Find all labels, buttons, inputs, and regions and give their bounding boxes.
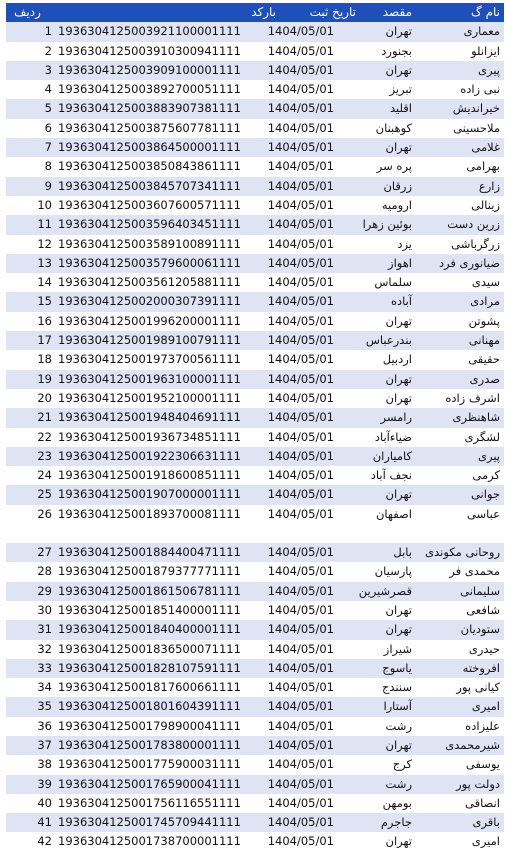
table-row bbox=[6, 235, 504, 254]
barcode-cell: 1936304125003596403451111 bbox=[58, 217, 241, 232]
table-row bbox=[6, 775, 504, 794]
date-cell: 1404/05/01 bbox=[267, 159, 334, 174]
name-cell: پشوتن bbox=[468, 313, 500, 328]
barcode-cell: 1936304125001963100001111 bbox=[58, 371, 241, 386]
row-number-cell: 30 bbox=[37, 602, 52, 617]
row-number-cell: 35 bbox=[37, 699, 52, 714]
row-number-cell: 40 bbox=[37, 795, 52, 810]
barcode-cell: 1936304125003921100001111 bbox=[58, 24, 241, 39]
table-row bbox=[6, 177, 504, 196]
destination-cell: تهران bbox=[385, 622, 412, 637]
row-number-cell: 15 bbox=[37, 294, 52, 309]
table-row bbox=[6, 755, 504, 774]
row-number-cell: 1 bbox=[44, 24, 52, 39]
destination-cell: ارومیه bbox=[381, 197, 412, 212]
date-cell: 1404/05/01 bbox=[267, 641, 334, 656]
date-cell: 1404/05/01 bbox=[267, 834, 334, 849]
barcode-cell: 1936304125003579600061111 bbox=[58, 255, 241, 270]
barcode-cell: 1936304125001989100791111 bbox=[58, 333, 241, 348]
date-cell: 1404/05/01 bbox=[267, 197, 334, 212]
barcode-cell: 1936304125001948404691111 bbox=[58, 410, 241, 425]
destination-cell: بجنورد bbox=[381, 43, 412, 58]
barcode-cell: 1936304125001783800001111 bbox=[58, 737, 241, 752]
name-cell: عباسی bbox=[466, 506, 500, 521]
row-number-cell: 4 bbox=[44, 82, 52, 97]
row-number-cell: 31 bbox=[37, 622, 52, 637]
name-cell: پیری bbox=[477, 62, 500, 77]
date-cell: 1404/05/01 bbox=[267, 602, 334, 617]
date-cell: 1404/05/01 bbox=[267, 43, 334, 58]
row-number-cell: 20 bbox=[37, 390, 52, 405]
row-number-cell: 33 bbox=[37, 660, 52, 675]
column-header-barcode: بارکد bbox=[251, 5, 276, 19]
barcode-cell: 1936304125003589100891111 bbox=[58, 236, 241, 251]
name-cell: غلامی bbox=[471, 140, 500, 155]
row-number-cell: 26 bbox=[37, 506, 52, 521]
row-number-cell: 25 bbox=[37, 487, 52, 502]
name-cell: صدری bbox=[469, 371, 500, 386]
table-row bbox=[6, 61, 504, 80]
date-cell: 1404/05/01 bbox=[267, 506, 334, 521]
barcode-cell: 1936304125003909100001111 bbox=[58, 62, 241, 77]
name-cell: ملاحسینی bbox=[453, 120, 500, 135]
table-row bbox=[6, 196, 504, 215]
name-cell: معماری bbox=[463, 24, 500, 39]
destination-cell: اردبیل bbox=[382, 352, 412, 367]
barcode-cell: 1936304125001973700561111 bbox=[58, 352, 241, 367]
name-cell: زارع bbox=[478, 178, 500, 193]
barcode-cell: 1936304125001936734851111 bbox=[58, 429, 241, 444]
row-number-cell: 7 bbox=[44, 140, 52, 155]
date-cell: 1404/05/01 bbox=[267, 410, 334, 425]
destination-cell: تهران bbox=[385, 487, 412, 502]
row-number-cell: 21 bbox=[37, 410, 52, 425]
destination-cell: جاجرم bbox=[380, 815, 412, 830]
row-number-cell: 36 bbox=[37, 718, 52, 733]
destination-cell: نجف آباد bbox=[370, 468, 412, 483]
row-number-cell: 38 bbox=[37, 757, 52, 772]
table-row bbox=[6, 215, 504, 234]
row-number-cell: 9 bbox=[44, 178, 52, 193]
name-cell: شافعی bbox=[466, 602, 500, 617]
column-header-name: نام گ bbox=[471, 5, 500, 19]
date-cell: 1404/05/01 bbox=[267, 178, 334, 193]
table-row bbox=[6, 119, 504, 138]
name-cell: سلیمانی bbox=[460, 583, 500, 598]
row-number-cell: 39 bbox=[37, 776, 52, 791]
row-number-cell: 19 bbox=[37, 371, 52, 386]
table-body bbox=[6, 22, 504, 851]
barcode-cell: 1936304125001798900041111 bbox=[58, 718, 241, 733]
barcode-cell: 1936304125001893700081111 bbox=[58, 506, 241, 521]
barcode-cell: 1936304125001765900041111 bbox=[58, 776, 241, 791]
row-number-cell: 41 bbox=[37, 815, 52, 830]
destination-cell: رشت bbox=[385, 718, 412, 733]
name-cell: اشرف زاده bbox=[445, 390, 500, 405]
destination-cell: تهران bbox=[385, 834, 412, 849]
barcode-cell: 1936304125001738700001111 bbox=[58, 834, 241, 849]
destination-cell: رشت bbox=[385, 776, 412, 791]
date-cell: 1404/05/01 bbox=[267, 101, 334, 116]
barcode-cell: 1936304125003883907381111 bbox=[58, 101, 241, 116]
date-cell: 1404/05/01 bbox=[267, 448, 334, 463]
table-row bbox=[6, 42, 504, 61]
barcode-cell: 1936304125003875607781111 bbox=[58, 120, 241, 135]
row-number-cell: 13 bbox=[37, 255, 52, 270]
destination-cell: تهران bbox=[385, 140, 412, 155]
table-row bbox=[6, 697, 504, 716]
date-cell: 1404/05/01 bbox=[267, 699, 334, 714]
destination-cell: پره سر bbox=[376, 159, 412, 174]
destination-cell: پارسیان bbox=[374, 564, 412, 579]
row-number-cell: 2 bbox=[44, 43, 52, 58]
destination-cell: کرج bbox=[392, 757, 412, 772]
table-row bbox=[6, 80, 504, 99]
barcode-cell: 1936304125001836500071111 bbox=[58, 641, 241, 656]
destination-cell: بومهن bbox=[382, 795, 412, 810]
destination-cell: تهران bbox=[385, 313, 412, 328]
date-cell: 1404/05/01 bbox=[267, 236, 334, 251]
table-row bbox=[6, 813, 504, 832]
barcode-cell: 1936304125001817600661111 bbox=[58, 680, 241, 695]
date-cell: 1404/05/01 bbox=[267, 62, 334, 77]
barcode-cell: 1936304125003910300941111 bbox=[58, 43, 241, 58]
table-row bbox=[6, 157, 504, 176]
destination-cell: آباده bbox=[390, 294, 412, 309]
date-cell: 1404/05/01 bbox=[267, 718, 334, 733]
barcode-cell: 1936304125001745709441111 bbox=[58, 815, 241, 830]
date-cell: 1404/05/01 bbox=[267, 371, 334, 386]
row-number-cell: 34 bbox=[37, 680, 52, 695]
destination-cell: تهران bbox=[385, 602, 412, 617]
date-cell: 1404/05/01 bbox=[267, 680, 334, 695]
barcode-cell: 1936304125001918600851111 bbox=[58, 468, 241, 483]
date-cell: 1404/05/01 bbox=[267, 313, 334, 328]
destination-cell: تهران bbox=[385, 62, 412, 77]
name-cell: سیدی bbox=[471, 275, 500, 290]
destination-cell: تهران bbox=[385, 371, 412, 386]
name-cell: نبی زاده bbox=[460, 82, 500, 97]
destination-cell: آستارا bbox=[383, 699, 412, 714]
date-cell: 1404/05/01 bbox=[267, 757, 334, 772]
destination-cell: قصرشیرین bbox=[358, 583, 412, 598]
destination-cell: یاسوج bbox=[382, 660, 412, 675]
barcode-cell: 1936304125003892700051111 bbox=[58, 82, 241, 97]
column-header-destination: مقصد bbox=[382, 5, 412, 19]
row-number-cell: 37 bbox=[37, 737, 52, 752]
table-row bbox=[6, 582, 504, 601]
date-cell: 1404/05/01 bbox=[267, 275, 334, 290]
name-cell: دولت پور bbox=[456, 776, 500, 791]
destination-cell: یزد bbox=[397, 236, 412, 251]
date-cell: 1404/05/01 bbox=[267, 545, 334, 560]
group-separator bbox=[6, 524, 504, 543]
row-number-cell: 5 bbox=[44, 101, 52, 116]
name-cell: باقری bbox=[472, 815, 500, 830]
barcode-cell: 1936304125002000307391111 bbox=[58, 294, 241, 309]
name-cell: جوانی bbox=[470, 487, 500, 502]
destination-cell: شیراز bbox=[383, 641, 412, 656]
name-cell: امیری bbox=[471, 834, 500, 849]
name-cell: روحانی مکوندی bbox=[425, 545, 500, 560]
date-cell: 1404/05/01 bbox=[267, 429, 334, 444]
table-row bbox=[6, 99, 504, 118]
row-number-cell: 27 bbox=[37, 545, 52, 560]
name-cell: ایزانلو bbox=[471, 43, 500, 58]
table-row bbox=[6, 273, 504, 292]
name-cell: امیری bbox=[471, 699, 500, 714]
row-number-cell: 23 bbox=[37, 448, 52, 463]
name-cell: مرادی bbox=[470, 294, 500, 309]
date-cell: 1404/05/01 bbox=[267, 217, 334, 232]
destination-cell: بندرعباس bbox=[365, 333, 412, 348]
destination-cell: اقلید bbox=[389, 101, 412, 116]
table-row bbox=[6, 138, 504, 157]
date-cell: 1404/05/01 bbox=[267, 82, 334, 97]
shipment-table bbox=[6, 3, 504, 852]
barcode-cell: 1936304125003864500001111 bbox=[58, 140, 241, 155]
destination-cell: رامسر bbox=[380, 410, 412, 425]
barcode-cell: 1936304125001861506781111 bbox=[58, 583, 241, 598]
row-number-cell: 12 bbox=[37, 236, 52, 251]
table-row bbox=[6, 312, 504, 331]
row-number-cell: 28 bbox=[37, 564, 52, 579]
name-cell: زرین دست bbox=[447, 217, 500, 232]
table-row bbox=[6, 601, 504, 620]
name-cell: لشگری bbox=[464, 429, 500, 444]
table-row bbox=[6, 22, 504, 41]
date-cell: 1404/05/01 bbox=[267, 622, 334, 637]
row-number-cell: 10 bbox=[37, 197, 52, 212]
table-row bbox=[6, 254, 504, 273]
name-cell: شاهنظری bbox=[452, 410, 500, 425]
date-cell: 1404/05/01 bbox=[267, 294, 334, 309]
table-row bbox=[6, 389, 504, 408]
table-row bbox=[6, 543, 504, 562]
row-number-cell: 32 bbox=[37, 641, 52, 656]
date-cell: 1404/05/01 bbox=[267, 776, 334, 791]
table-row bbox=[6, 505, 504, 524]
table-row bbox=[6, 447, 504, 466]
destination-cell: اهواز bbox=[388, 255, 412, 270]
table-row bbox=[6, 794, 504, 813]
destination-cell: تهران bbox=[385, 390, 412, 405]
destination-cell: سنندج bbox=[381, 680, 412, 695]
table-row bbox=[6, 640, 504, 659]
barcode-cell: 1936304125001922306631111 bbox=[58, 448, 241, 463]
row-number-cell: 14 bbox=[37, 275, 52, 290]
barcode-cell: 1936304125001851400001111 bbox=[58, 602, 241, 617]
date-cell: 1404/05/01 bbox=[267, 815, 334, 830]
name-cell: انصاقی bbox=[465, 795, 500, 810]
barcode-cell: 1936304125001775900031111 bbox=[58, 757, 241, 772]
date-cell: 1404/05/01 bbox=[267, 737, 334, 752]
date-cell: 1404/05/01 bbox=[267, 352, 334, 367]
barcode-cell: 1936304125003607600571111 bbox=[58, 197, 241, 212]
date-cell: 1404/05/01 bbox=[267, 487, 334, 502]
row-number-cell: 6 bbox=[44, 120, 52, 135]
table-row bbox=[6, 659, 504, 678]
barcode-cell: 1936304125001801604391111 bbox=[58, 699, 241, 714]
barcode-cell: 1936304125003850843861111 bbox=[58, 159, 241, 174]
barcode-cell: 1936304125001884400471111 bbox=[58, 545, 241, 560]
barcode-cell: 1936304125003845707341111 bbox=[58, 178, 241, 193]
table-row bbox=[6, 620, 504, 639]
destination-cell: بابل bbox=[393, 545, 412, 560]
name-cell: خیراندیش bbox=[452, 101, 500, 116]
destination-cell: تهران bbox=[385, 737, 412, 752]
table-row bbox=[6, 736, 504, 755]
destination-cell: ضیاءآباد bbox=[374, 429, 412, 444]
date-cell: 1404/05/01 bbox=[267, 564, 334, 579]
column-header-row-number: ردیف bbox=[14, 5, 41, 19]
name-cell: افروخته bbox=[462, 660, 500, 675]
destination-cell: سلماس bbox=[374, 275, 412, 290]
barcode-cell: 1936304125001756116551111 bbox=[58, 795, 241, 810]
destination-cell: تبریز bbox=[389, 82, 412, 97]
date-cell: 1404/05/01 bbox=[267, 583, 334, 598]
barcode-cell: 1936304125001907000001111 bbox=[58, 487, 241, 502]
row-number-cell: 11 bbox=[37, 217, 52, 232]
name-cell: کرمی bbox=[472, 468, 500, 483]
row-number-cell: 17 bbox=[37, 333, 52, 348]
destination-cell: زرقان bbox=[383, 178, 412, 193]
destination-cell: اصفهان bbox=[375, 506, 412, 521]
table-row bbox=[6, 292, 504, 311]
destination-cell: بوئین زهرا bbox=[362, 217, 412, 232]
date-cell: 1404/05/01 bbox=[267, 660, 334, 675]
row-number-cell: 22 bbox=[37, 429, 52, 444]
table-row bbox=[6, 350, 504, 369]
row-number-cell: 3 bbox=[44, 62, 52, 77]
table-header bbox=[6, 3, 504, 22]
name-cell: زرگرباشی bbox=[451, 236, 500, 251]
table-row bbox=[6, 717, 504, 736]
date-cell: 1404/05/01 bbox=[267, 333, 334, 348]
table-row bbox=[6, 485, 504, 504]
name-cell: مهنانی bbox=[468, 333, 500, 348]
row-number-cell: 18 bbox=[37, 352, 52, 367]
column-header-date: تاریخ ثبت bbox=[309, 5, 356, 19]
date-cell: 1404/05/01 bbox=[267, 390, 334, 405]
table-row bbox=[6, 408, 504, 427]
row-number-cell: 24 bbox=[37, 468, 52, 483]
row-number-cell: 16 bbox=[37, 313, 52, 328]
date-cell: 1404/05/01 bbox=[267, 120, 334, 135]
row-number-cell: 29 bbox=[37, 583, 52, 598]
name-cell: ضیانوری فرد bbox=[438, 255, 500, 270]
table-row bbox=[6, 428, 504, 447]
date-cell: 1404/05/01 bbox=[267, 140, 334, 155]
table-row bbox=[6, 678, 504, 697]
destination-cell: کوهبنان bbox=[375, 120, 412, 135]
name-cell: حیدری bbox=[468, 641, 500, 656]
barcode-cell: 1936304125003561205881111 bbox=[58, 275, 241, 290]
date-cell: 1404/05/01 bbox=[267, 795, 334, 810]
table-row bbox=[6, 832, 504, 851]
name-cell: شیرمحمدی bbox=[445, 737, 500, 752]
table-row bbox=[6, 331, 504, 350]
name-cell: ستودیان bbox=[460, 622, 500, 637]
name-cell: پیری bbox=[477, 448, 500, 463]
date-cell: 1404/05/01 bbox=[267, 255, 334, 270]
barcode-cell: 1936304125001840400001111 bbox=[58, 622, 241, 637]
name-cell: کیانی پور bbox=[456, 680, 500, 695]
destination-cell: کامیاران bbox=[372, 448, 412, 463]
table-row bbox=[6, 370, 504, 389]
table-row bbox=[6, 466, 504, 485]
name-cell: حقیقی bbox=[468, 352, 500, 367]
destination-cell: تهران bbox=[385, 24, 412, 39]
date-cell: 1404/05/01 bbox=[267, 24, 334, 39]
name-cell: علیزاده bbox=[465, 718, 500, 733]
barcode-cell: 1936304125001879377771111 bbox=[58, 564, 241, 579]
row-number-cell: 8 bbox=[44, 159, 52, 174]
row-number-cell: 42 bbox=[37, 834, 52, 849]
barcode-cell: 1936304125001828107591111 bbox=[58, 660, 241, 675]
name-cell: محمدی فر bbox=[449, 564, 500, 579]
name-cell: زینالی bbox=[471, 197, 500, 212]
barcode-cell: 1936304125001952100001111 bbox=[58, 390, 241, 405]
barcode-cell: 1936304125001996200001111 bbox=[58, 313, 241, 328]
date-cell: 1404/05/01 bbox=[267, 468, 334, 483]
name-cell: یوسفی bbox=[465, 757, 500, 772]
table-row bbox=[6, 562, 504, 581]
name-cell: بهرامی bbox=[466, 159, 500, 174]
